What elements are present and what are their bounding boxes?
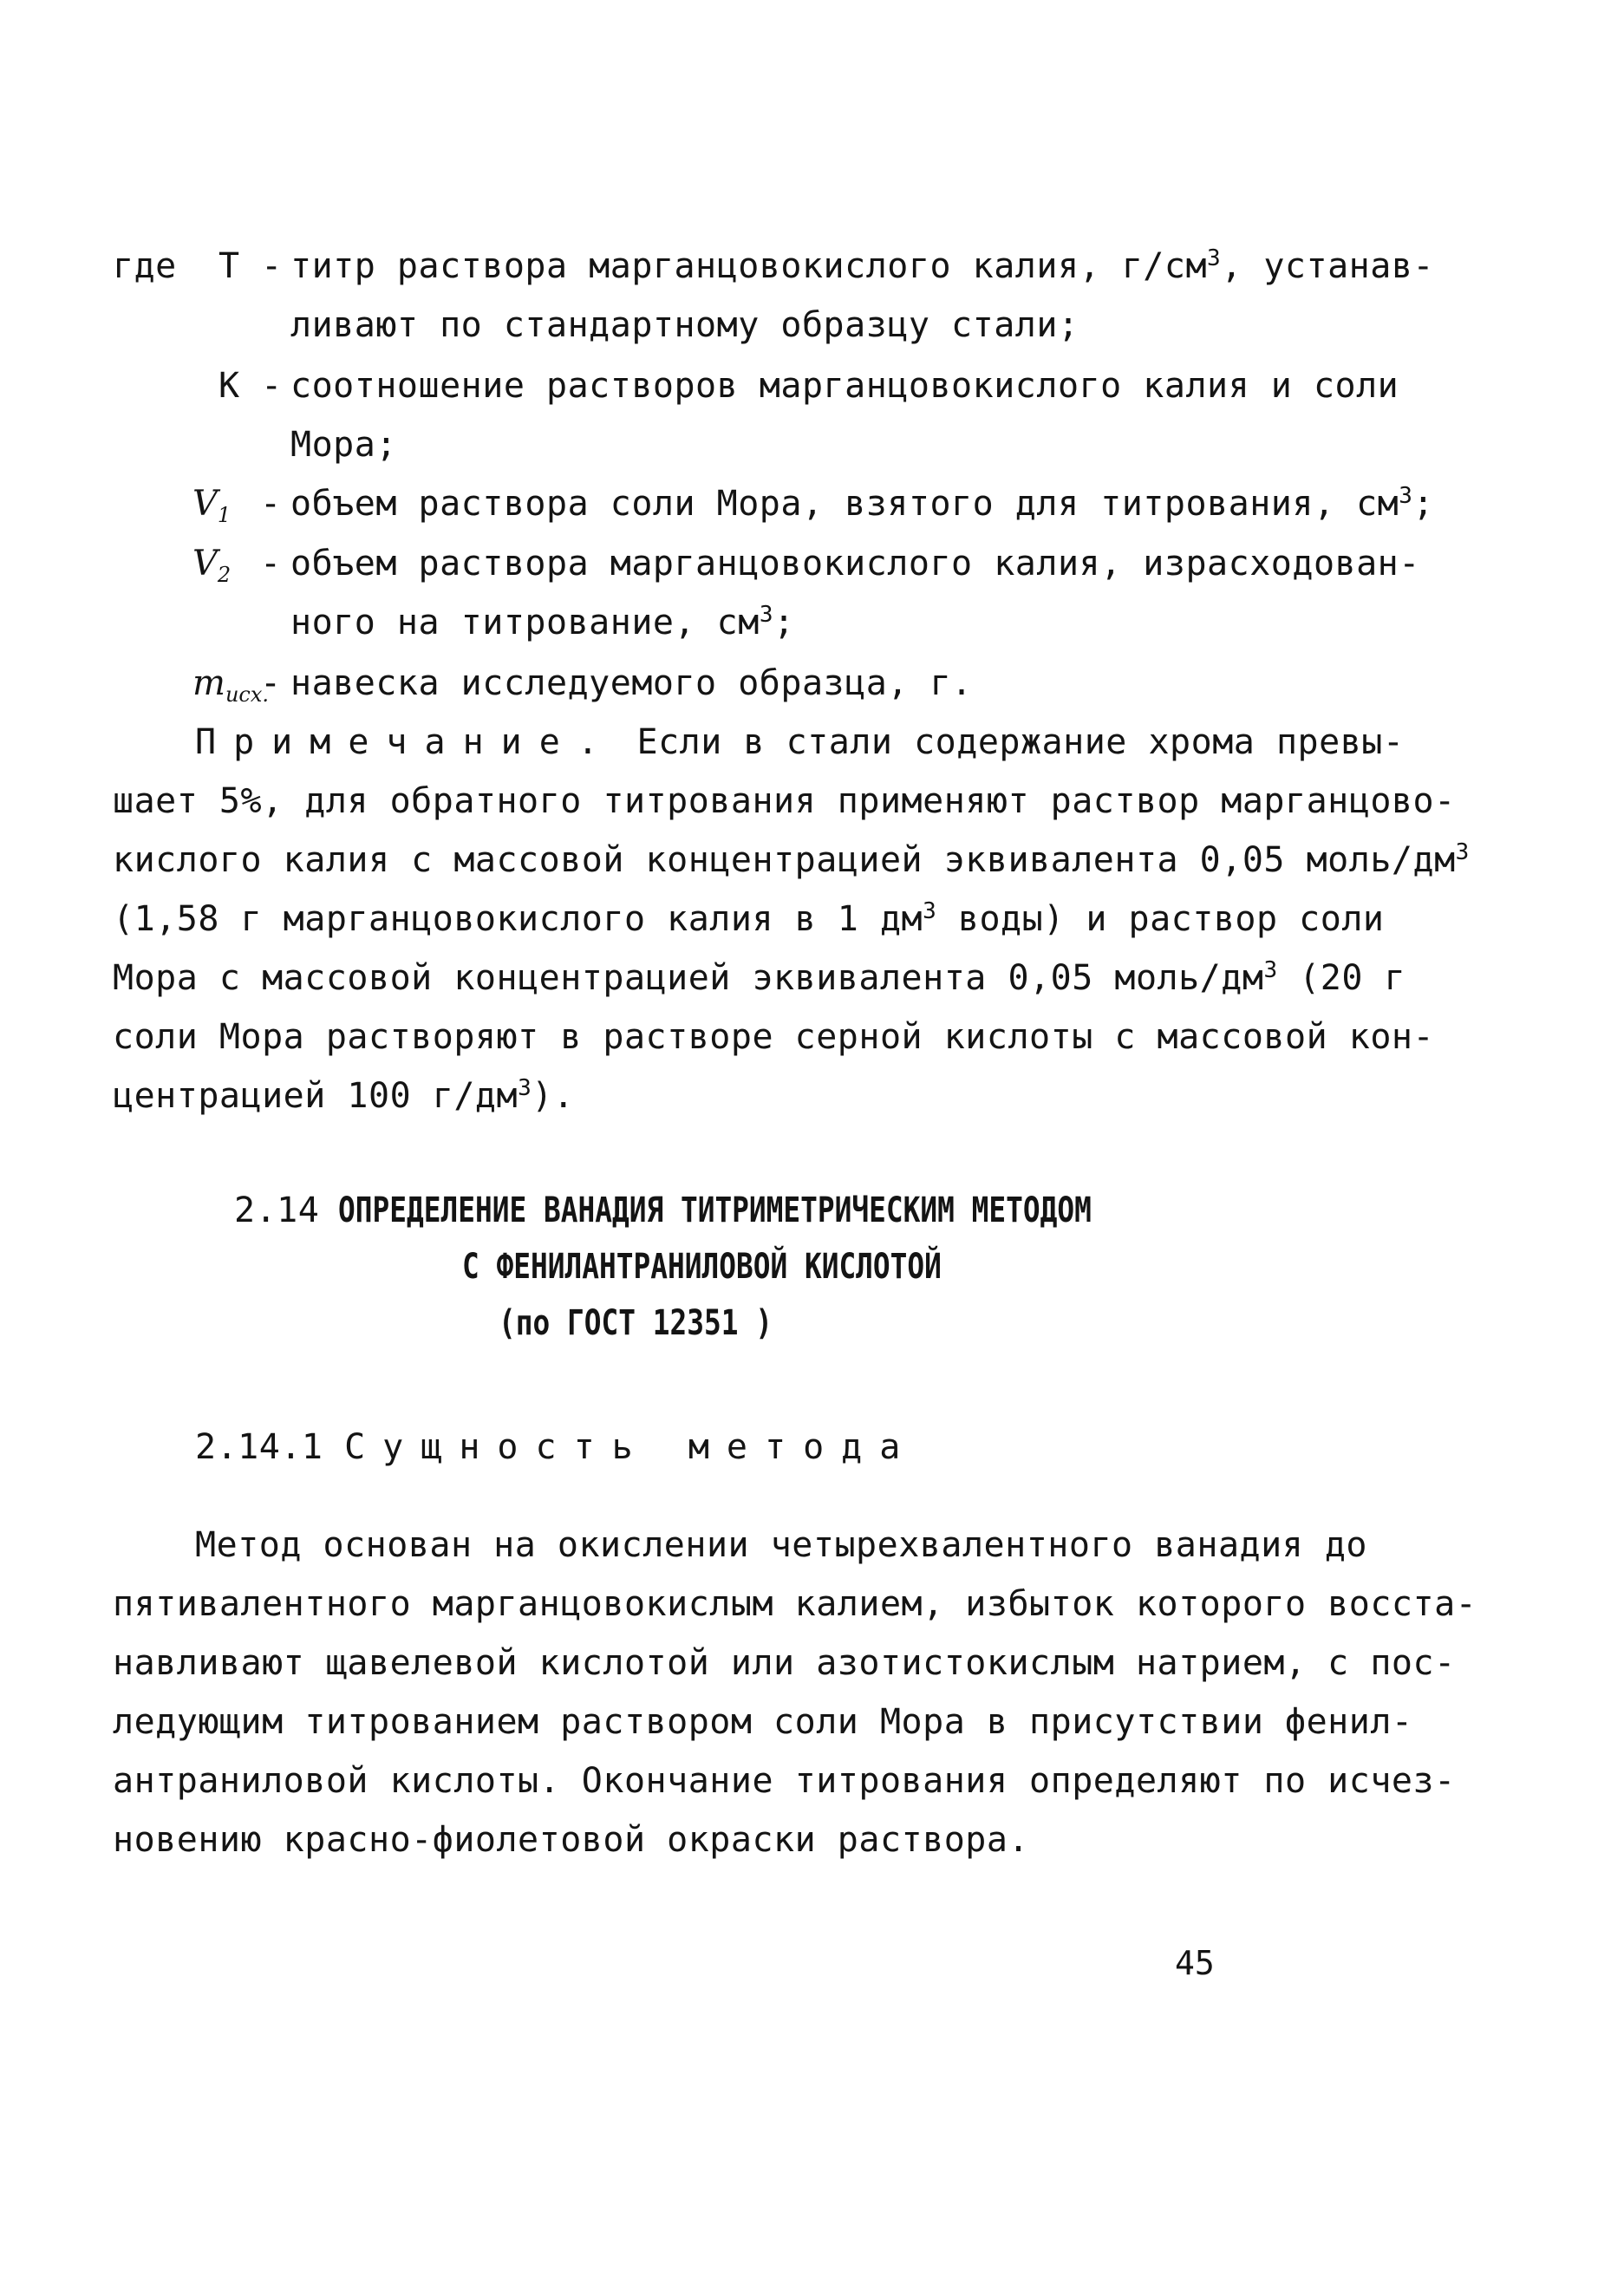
note-line4: (1,58 г марганцовокислого калия в 1 $дм^3$ воды) и раствор соли <box>113 898 1385 939</box>
definition-V1-line1: объем раствора соли Мора, взятого для титрования, $см^3$; <box>290 483 1435 524</box>
dash-V2: - <box>260 544 282 584</box>
method-line2: пятивалентного марганцовокислым калием, избыток которого восста- <box>113 1584 1477 1624</box>
section-title-line2: С ФЕНИЛАНТРАНИЛОВОЙ КИСЛОТОЙ <box>462 1247 942 1287</box>
symbol-V2: $V_2$ <box>192 544 232 587</box>
method-line5: антраниловой кислоты. Окончание титрования определяют по исчез- <box>113 1761 1456 1801</box>
note-line6: соли Мора растворяют в растворе серной кислоты с массовой кон- <box>113 1017 1435 1057</box>
note-line5: Мора с массовой концентрацией эквивалента 0,05 моль/$дм^3$ (20 г <box>113 957 1406 998</box>
section-number: 2.14 <box>234 1190 320 1230</box>
note-line2: шает 5%, для обратного титрования применяют раствор марганцово- <box>113 781 1456 821</box>
definition-V2-line2: ного на титрование, $см^3$; <box>290 602 795 643</box>
page-number: 45 <box>1175 1944 1215 1982</box>
note-block: Примечание. Если в стали содержание хрома превы- <box>195 722 1405 762</box>
definition-m-line1: навеска исследуемого образца, г. <box>290 663 973 703</box>
symbol-K: К - <box>218 366 283 406</box>
symbol-m: $m_{исх.}$ <box>192 663 269 707</box>
where-word: где <box>113 246 177 286</box>
subsection-heading: 2.14.1 Сущность метода <box>195 1427 918 1467</box>
method-line6: новению красно-фиолетовой окраски раствора. <box>113 1820 1030 1860</box>
section-title-line1: ОПРЕДЕЛЕНИЕ ВАНАДИЯ ТИТРИМЕТРИЧЕСКИМ МЕТОДОМ <box>338 1190 1092 1230</box>
symbol-T: Т - <box>218 246 283 286</box>
dash-V1: - <box>260 484 282 524</box>
section-title-line3: (по ГОСТ 12351 ) <box>499 1303 773 1343</box>
definition-V2-line1: объем раствора марганцовокислого калия, израсходован- <box>290 544 1420 584</box>
note-line7: центрацией 100 $г/дм^3$). <box>113 1075 575 1116</box>
definition-K-line1: соотношение растворов марганцовокислого калия и соли <box>290 366 1399 406</box>
definition-T-line2: ливают по стандартному образцу стали; <box>290 305 1079 345</box>
method-line3: навливают щавелевой кислотой или азотистокислым натрием, с пос- <box>113 1643 1456 1683</box>
method-line4: ледующим титрованием раствором соли Мора в присутствии фенил- <box>113 1702 1413 1742</box>
symbol-V1: $V_1$ <box>192 484 232 527</box>
method-line1: Метод основан на окислении четырехвалентного ванадия до <box>195 1525 1368 1565</box>
note-line3: кислого калия с массовой концентрацией эквивалента 0,05 моль/$дм^3$ <box>113 839 1470 880</box>
definition-K-line2: Мора; <box>290 425 397 465</box>
dash-m: - <box>260 663 282 703</box>
note-label: Примечание. <box>195 722 616 762</box>
definition-T-line1: титр раствора марганцовокислого калия, $г/см^3$, устанав- <box>290 245 1435 286</box>
